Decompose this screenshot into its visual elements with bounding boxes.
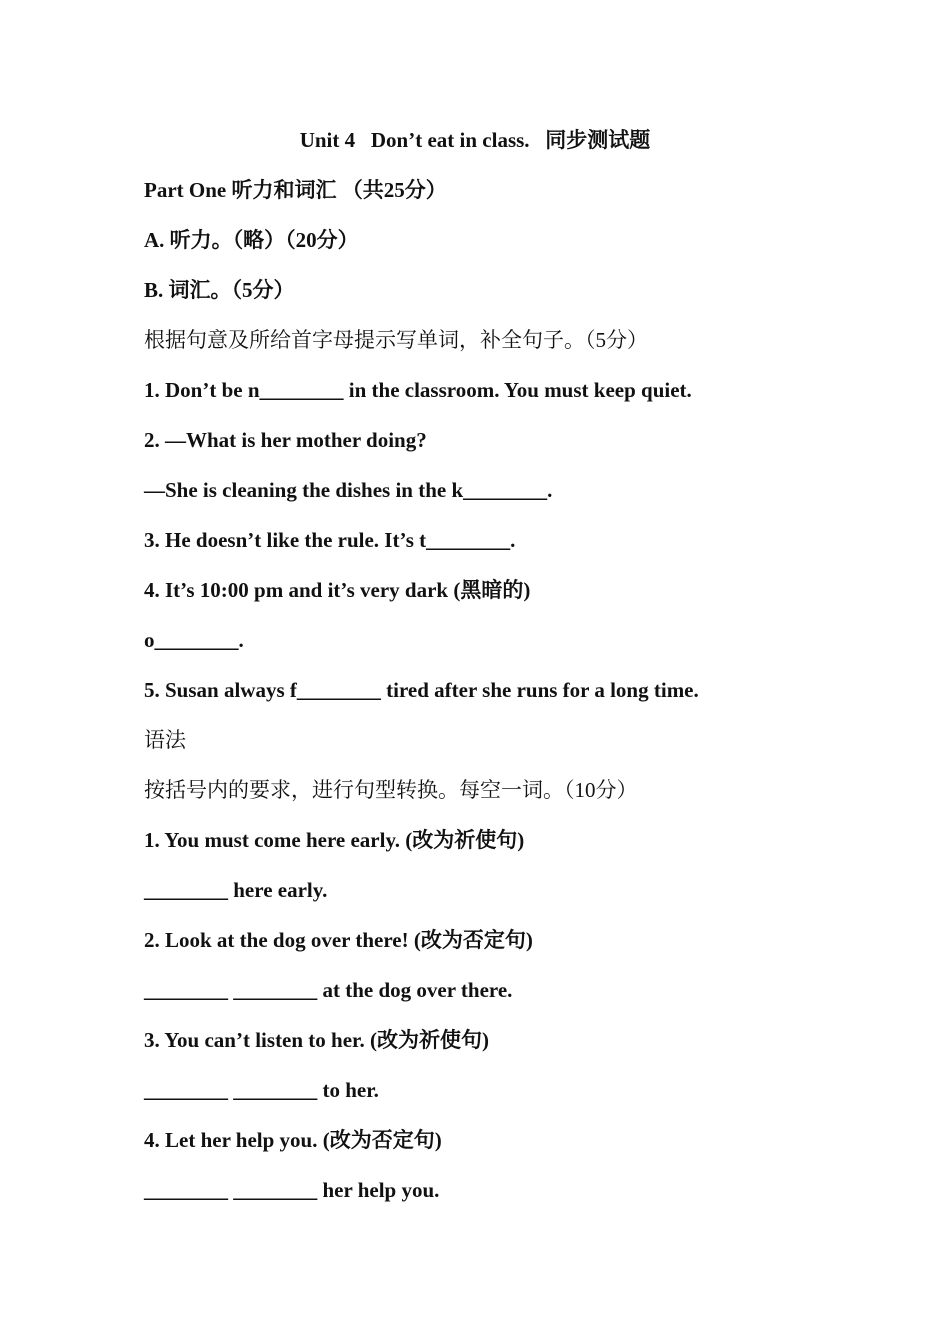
- vocab-question-1: 1. Don’t be n________ in the classroom. You must keep quiet.: [144, 378, 692, 402]
- grammar-question-3-blank: ________ ________ to her.: [144, 1078, 379, 1102]
- vocab-question-3: 3. He doesn’t like the rule. It’s t________.: [144, 528, 516, 552]
- grammar-question-1: 1. You must come here early. (改为祈使句): [144, 828, 525, 852]
- vocab-question-5: 5. Susan always f________ tired after she runs for a long time.: [144, 678, 699, 702]
- grammar-question-4: 4. Let her help you. (改为否定句): [144, 1128, 442, 1152]
- grammar-question-3: 3. You can’t listen to her. (改为祈使句): [144, 1028, 489, 1052]
- vocab-question-2-answer: —She is cleaning the dishes in the k________.: [144, 478, 553, 502]
- vocab-question-4: 4. It’s 10:00 pm and it’s very dark (黑暗的): [144, 578, 531, 602]
- grammar-question-2: 2. Look at the dog over there! (改为否定句): [144, 928, 533, 952]
- vocab-question-4-blank: o________.: [144, 628, 244, 652]
- vocab-question-2: 2. —What is her mother doing?: [144, 428, 427, 452]
- section-a-listening: A. 听力。（略）（20分）: [144, 228, 359, 252]
- grammar-question-1-blank: ________ here early.: [144, 878, 328, 902]
- grammar-heading: 语法: [144, 728, 186, 752]
- part-one-heading: Part One 听力和词汇 （共25分）: [144, 178, 447, 202]
- grammar-question-4-blank: ________ ________ her help you.: [144, 1178, 440, 1202]
- page-title: Unit 4 Don’t eat in class. 同步测试题: [299, 128, 651, 152]
- grammar-instruction: 按括号内的要求，进行句型转换。每空一词。（10分）: [144, 778, 638, 802]
- section-b-vocabulary: B. 词汇。（5分）: [144, 278, 295, 302]
- grammar-question-2-blank: ________ ________ at the dog over there.: [144, 978, 513, 1002]
- vocabulary-instruction: 根据句意及所给首字母提示写单词，补全句子。（5分）: [144, 328, 648, 352]
